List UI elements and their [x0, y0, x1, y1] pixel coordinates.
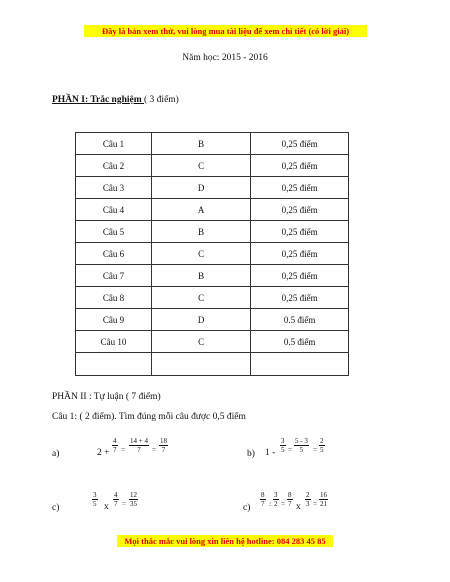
- item-b-frac1: $\frac{3}{5}$: [281, 437, 285, 454]
- answer-cell: B: [151, 133, 250, 155]
- table-row: [76, 155, 349, 177]
- item-a-frac3: $\frac{18}{7}$: [160, 437, 167, 454]
- question-1-title: Câu 1: ( 2 điểm). Tìm đúng mỗi câu được 0,5 điểm: [52, 412, 246, 422]
- answer-cell: D: [151, 309, 250, 331]
- item-b-frac3: $\frac{2}{5}$: [320, 437, 324, 454]
- item-c-frac3: $\frac{12}{35}$: [130, 491, 137, 508]
- item-b-eq1: =: [288, 445, 293, 454]
- answer-table: [75, 132, 349, 376]
- question-cell: Câu 7: [76, 265, 152, 287]
- item-d-op1: :: [269, 499, 272, 508]
- score-cell: 0,25 điểm: [251, 265, 349, 287]
- question-cell: Câu 3: [76, 177, 152, 199]
- score-cell: 0,25 điểm: [251, 133, 349, 155]
- item-c-frac1: $\frac{3}{5}$: [93, 491, 97, 508]
- score-cell: 0,25 điểm: [251, 243, 349, 265]
- item-d-frac2: $\frac{3}{2}$: [274, 491, 278, 508]
- answer-cell: B: [151, 221, 250, 243]
- item-d-eq2: =: [313, 499, 318, 508]
- item-a-lead: 2 +: [97, 448, 110, 458]
- school-year: Năm học: 2015 - 2016: [182, 53, 268, 63]
- table-row: [76, 353, 349, 376]
- question-cell: Câu 6: [76, 243, 152, 265]
- item-c-eq: =: [122, 499, 127, 508]
- item-c-frac2: $\frac{4}{7}$: [114, 491, 118, 508]
- table-row: [76, 199, 349, 221]
- item-d-frac1: $\frac{8}{7}$: [261, 491, 265, 508]
- answer-cell: C: [151, 287, 250, 309]
- answer-cell: C: [151, 243, 250, 265]
- item-a-frac2: $\frac{14 + 4}{7}$: [130, 437, 148, 454]
- item-b-eq2: =: [313, 445, 318, 454]
- hotline-banner: Mọi thắc mắc vui lòng xin liên hệ hotline: 084 283 45 85: [117, 535, 333, 547]
- table-row: [76, 177, 349, 199]
- item-c-label: c): [52, 503, 60, 513]
- answer-cell: D: [151, 177, 250, 199]
- part1-title: PHẦN I: Trắc nghiệm: [52, 95, 145, 105]
- item-b-lead: 1 -: [265, 448, 276, 458]
- item-d-frac4: $\frac{2}{3}$: [306, 491, 310, 508]
- score-cell: [251, 353, 349, 376]
- table-row: [76, 221, 349, 243]
- item-b-frac2: $\frac{5 - 3}{5}$: [295, 437, 308, 454]
- answer-cell: C: [151, 331, 250, 353]
- part1-heading: [52, 95, 179, 105]
- question-cell: Câu 5: [76, 221, 152, 243]
- item-d-eq1: =: [281, 499, 286, 508]
- table-row: [76, 265, 349, 287]
- question-cell: Câu 2: [76, 155, 152, 177]
- table-row: [76, 133, 349, 155]
- item-a-eq2: =: [152, 445, 157, 454]
- score-cell: 0,25 điểm: [251, 287, 349, 309]
- item-d-frac3: $\frac{8}{7}$: [288, 491, 292, 508]
- answer-cell: A: [151, 199, 250, 221]
- question-cell: Câu 4: [76, 199, 152, 221]
- score-cell: 0,25 điểm: [251, 199, 349, 221]
- score-cell: 0,25 điểm: [251, 177, 349, 199]
- question-cell: Câu 10: [76, 331, 152, 353]
- item-a-label: a): [52, 449, 60, 459]
- item-c-op: x: [104, 502, 109, 512]
- question-cell: Câu 1: [76, 133, 152, 155]
- answer-cell: B: [151, 265, 250, 287]
- table-row: [76, 309, 349, 331]
- score-cell: 0.5 điểm: [251, 331, 349, 353]
- answer-cell: [151, 353, 250, 376]
- score-cell: 0,25 điểm: [251, 155, 349, 177]
- question-cell: [76, 353, 152, 376]
- question-cell: Câu 8: [76, 287, 152, 309]
- question-cell: Câu 9: [76, 309, 152, 331]
- item-d-frac5: $\frac{16}{21}$: [320, 491, 327, 508]
- item-a-eq1: =: [121, 445, 126, 454]
- table-row: [76, 287, 349, 309]
- score-cell: 0,25 điểm: [251, 221, 349, 243]
- item-d-op2: x: [296, 502, 301, 512]
- part1-points: ( 3 điểm): [144, 95, 179, 105]
- table-row: [76, 243, 349, 265]
- item-b-label: b): [247, 449, 255, 459]
- table-row: [76, 331, 349, 353]
- score-cell: 0.5 điểm: [251, 309, 349, 331]
- preview-banner: Đây là bản xem thử, vui lòng mua tài liệu để xem chi tiết (có lời giải): [84, 25, 367, 37]
- item-d-label: c): [243, 503, 251, 513]
- item-a-frac1: $\frac{4}{7}$: [113, 437, 117, 454]
- part2-heading: PHẦN II : Tự luận ( 7 điểm): [52, 392, 161, 402]
- answer-cell: C: [151, 155, 250, 177]
